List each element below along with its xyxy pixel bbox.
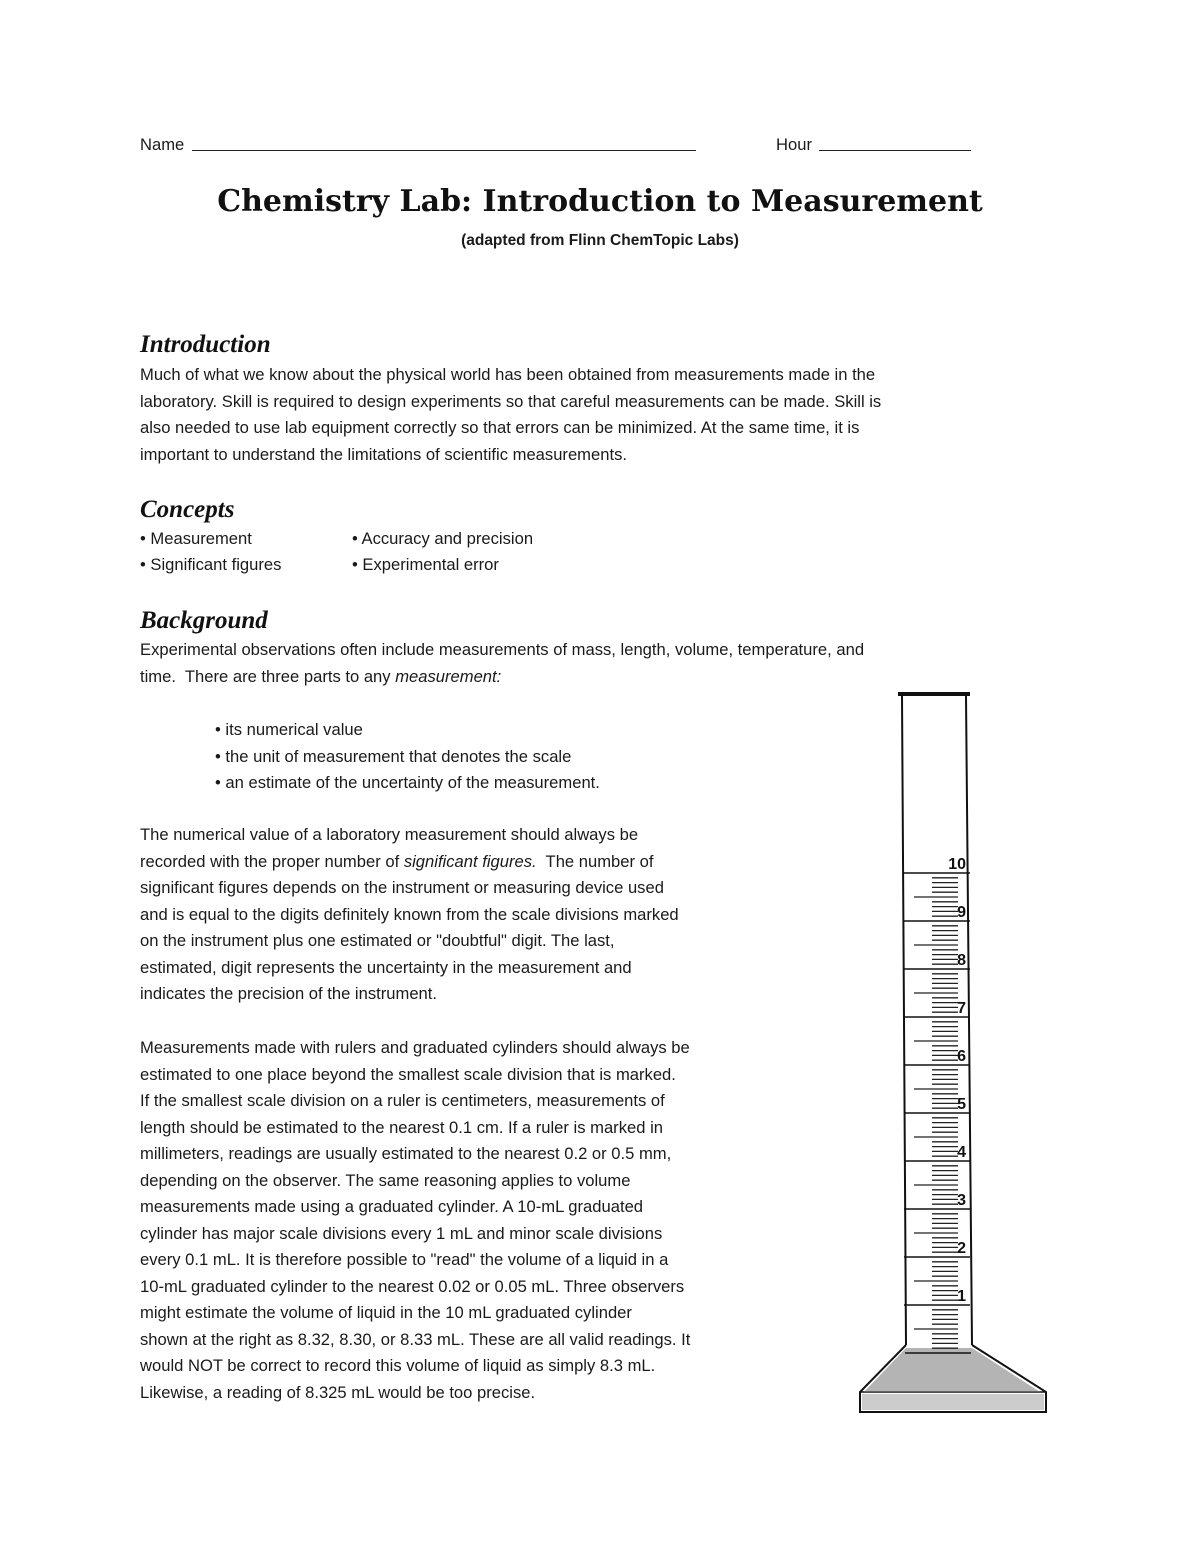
cylinder-scale bbox=[904, 856, 971, 1353]
text-line: recorded with the proper number of bbox=[140, 851, 404, 871]
cylinder-base bbox=[864, 1348, 1040, 1392]
hour-label: Hour bbox=[776, 135, 812, 154]
scale-label: 2 bbox=[957, 1240, 966, 1257]
background-paragraph-1 bbox=[140, 822, 679, 1008]
cylinder-foot bbox=[862, 1394, 1044, 1410]
text-line: measurements made using a graduated cylinder. A 10-mL graduated bbox=[140, 1197, 644, 1216]
hour-field[interactable] bbox=[819, 150, 971, 151]
text-line: shown at the right as 8.32, 8.30, or 8.33 mL. These are all valid readings. It bbox=[140, 1329, 691, 1349]
concept-item: • Measurement bbox=[140, 529, 252, 548]
concepts-heading: Concepts bbox=[140, 496, 235, 523]
scale-label: 1 bbox=[957, 1288, 966, 1305]
background-heading: Background bbox=[140, 607, 268, 634]
scale-label: 4 bbox=[957, 1144, 966, 1161]
concept-item: • Accuracy and precision bbox=[352, 529, 534, 548]
text-line: If the smallest scale division on a ruler is centimeters, measurements of bbox=[140, 1091, 665, 1110]
name-field[interactable] bbox=[192, 150, 696, 151]
text-line: cylinder has major scale divisions every 1 mL and minor scale divisions bbox=[140, 1223, 663, 1243]
text-line: length should be estimated to the nearest 0.1 cm. If a ruler is marked in bbox=[140, 1117, 663, 1137]
emphasis: measurement: bbox=[395, 666, 502, 686]
text-line: might estimate the volume of liquid in the 10 mL graduated cylinder bbox=[140, 1303, 632, 1322]
list-item: • its numerical value bbox=[215, 720, 363, 739]
scale-label: 5 bbox=[957, 1096, 966, 1113]
emphasis: significant figures. bbox=[403, 851, 537, 871]
scale-label: 3 bbox=[957, 1192, 966, 1209]
text-line: The numerical value of a laboratory measurement should always be bbox=[140, 825, 639, 844]
list-item: • an estimate of the uncertainty of the measurement. bbox=[215, 773, 600, 792]
text-line: millimeters, readings are usually estimated to the nearest 0.2 or 0.5 mm, bbox=[140, 1144, 672, 1163]
text-line: 10-mL graduated cylinder to the nearest 0.02 or 0.05 mL. Three observers bbox=[140, 1276, 685, 1296]
name-label: Name bbox=[140, 135, 185, 154]
graduated-cylinder-illustration bbox=[840, 680, 1060, 1420]
text-line: Measurements made with rulers and graduated cylinders should always be bbox=[140, 1038, 690, 1057]
background-paragraph-2 bbox=[140, 1035, 690, 1406]
background-intro bbox=[140, 637, 864, 690]
text-line: Experimental observations often include measurements of mass, length, volume, temperature, and bbox=[140, 640, 865, 659]
introduction-heading: Introduction bbox=[140, 331, 271, 358]
text-line: would NOT be correct to record this volume of liquid as simply 8.3 mL. bbox=[140, 1356, 656, 1375]
text-line: every 0.1 mL. It is therefore possible to "read" the volume of a liquid in a bbox=[140, 1250, 669, 1269]
measurement-parts-list bbox=[215, 717, 600, 797]
text-line: also needed to use lab equipment correctly so that errors can be minimized. At the same time, it is bbox=[140, 418, 860, 437]
scale-label: 9 bbox=[957, 904, 966, 921]
scale-label: 8 bbox=[957, 952, 966, 969]
text-line: depending on the observer. The same reasoning applies to volume bbox=[140, 1170, 631, 1190]
concept-item: • Significant figures bbox=[140, 555, 282, 574]
text-line: Likewise, a reading of 8.325 mL would be too precise. bbox=[140, 1382, 536, 1402]
text-line: Much of what we know about the physical world has been obtained from measurements made in the bbox=[140, 365, 876, 384]
list-item: • the unit of measurement that denotes the scale bbox=[215, 746, 572, 766]
page-title: Chemistry Lab: Introduction to Measurement bbox=[217, 184, 983, 219]
text-line: indicates the precision of the instrument. bbox=[140, 984, 438, 1003]
text-line: laboratory. Skill is required to design experiments so that careful measurements can be made. Skill is bbox=[140, 391, 882, 411]
page-subtitle: (adapted from Flinn ChemTopic Labs) bbox=[461, 232, 739, 249]
text-line: estimated, digit represents the uncertainty in the measurement and bbox=[140, 957, 632, 977]
text-line: time. There are three parts to any bbox=[140, 666, 396, 686]
text-line: important to understand the limitations of scientific measurements. bbox=[140, 444, 627, 464]
text-line: estimated to one place beyond the smallest scale division that is marked. bbox=[140, 1064, 676, 1084]
text-line: significant figures depends on the instrument or measuring device used bbox=[140, 878, 664, 897]
scale-label: 6 bbox=[957, 1048, 966, 1065]
text-line: The number of bbox=[536, 851, 654, 871]
text-line: on the instrument plus one estimated or "doubtful" digit. The last, bbox=[140, 931, 615, 950]
text-line: and is equal to the digits definitely known from the scale divisions marked bbox=[140, 904, 679, 924]
introduction-text bbox=[140, 362, 881, 468]
scale-label: 10 bbox=[948, 856, 966, 873]
concept-item: • Experimental error bbox=[352, 555, 499, 574]
scale-label: 7 bbox=[957, 1000, 966, 1017]
